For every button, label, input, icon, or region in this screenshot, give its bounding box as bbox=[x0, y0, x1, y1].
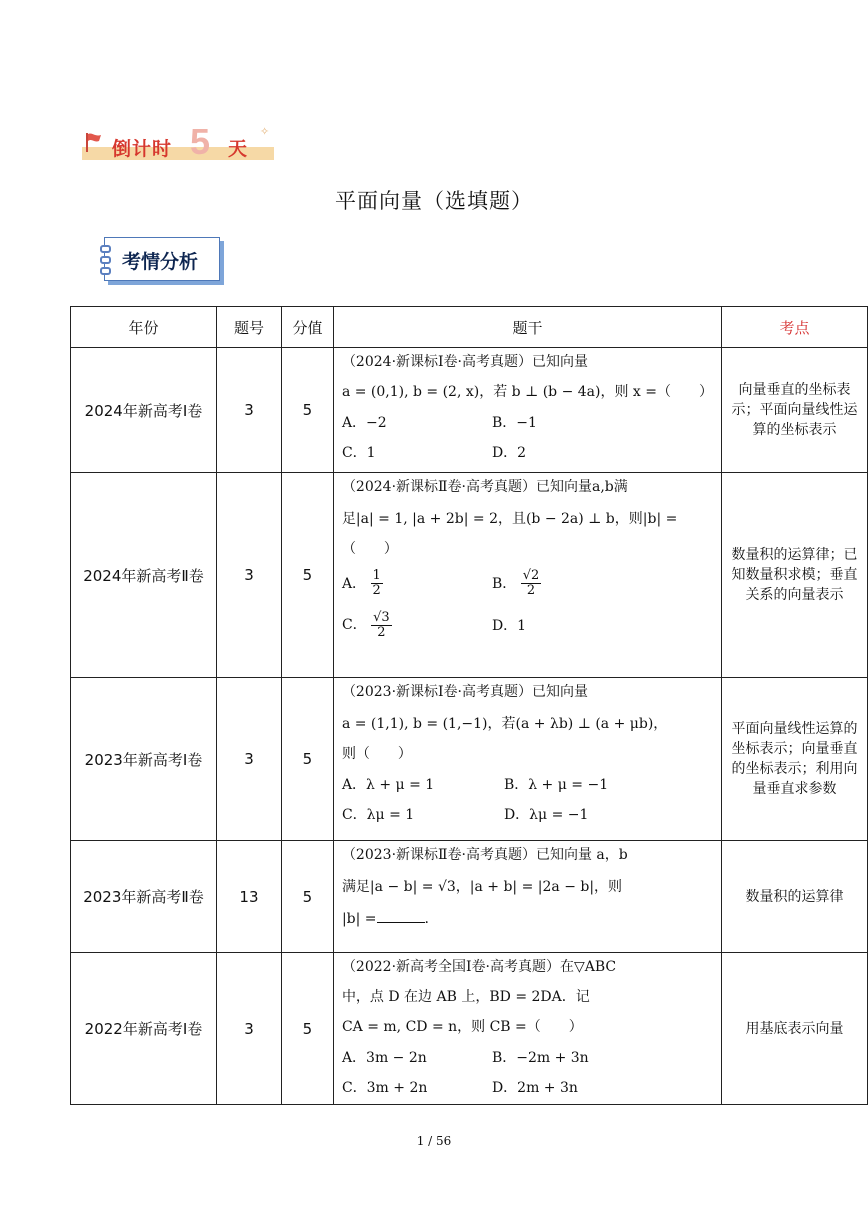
question-body: a = (1,1), b = (1,−1)，若(a + λb) ⊥ (a + μb)， bbox=[341, 716, 668, 732]
question-source: （2024·新课标Ⅰ卷·高考真题）已知向量 bbox=[341, 354, 588, 370]
question-body: 中，点 D 在边 AB 上，BD = 2DA．记 bbox=[341, 989, 590, 1005]
header-number: 题号 bbox=[216, 307, 281, 348]
question-source: （2023·新课标Ⅱ卷·高考真题）已知向量 a，b bbox=[341, 847, 628, 863]
question-body: 足|a| = 1, |a + 2b| = 2，且(b − 2a) ⊥ b，则|b| = bbox=[341, 511, 678, 527]
table-header-row bbox=[71, 307, 868, 348]
header-question: 题干 bbox=[333, 307, 721, 348]
option-c: C． bbox=[341, 617, 367, 634]
question-cell: （2023·新课标Ⅱ卷·高考真题）已知向量 a，b 满足|a − b| = √3，|a + b| = |2a − b|，则 |b| = . bbox=[333, 841, 721, 953]
fraction-sqrt2-over-2: $\frac{√2}{2}$ bbox=[522, 568, 540, 599]
points-cell: 平面向量线性运算的坐标表示；向量垂直的坐标表示；利用向量垂直求参数 bbox=[722, 678, 868, 841]
section-label: 考情分析 bbox=[122, 251, 199, 273]
header-score: 分值 bbox=[281, 307, 333, 348]
option-c: C．λμ = 1 bbox=[341, 807, 415, 823]
question-body: 满足|a − b| = √3，|a + b| = |2a − b|，则 bbox=[341, 879, 623, 895]
question-source: （2023·新课标Ⅰ卷·高考真题）已知向量 bbox=[341, 684, 588, 700]
points-cell: 向量垂直的坐标表示；平面向量线性运算的坐标表示 bbox=[722, 348, 868, 473]
number-cell: 3 bbox=[216, 473, 281, 678]
table-row bbox=[71, 678, 868, 841]
option-d: D．2m + 3n bbox=[491, 1080, 578, 1096]
binder-ring-icon bbox=[100, 267, 111, 275]
fraction-sqrt3-over-2: $\frac{√3}{2}$ bbox=[373, 609, 390, 640]
year-cell: 2022年新高考Ⅰ卷 bbox=[71, 953, 217, 1105]
countdown-banner bbox=[82, 123, 274, 161]
option-a: A． bbox=[341, 575, 367, 592]
option-b: B．λ + μ = −1 bbox=[503, 777, 609, 793]
score-cell: 5 bbox=[281, 841, 333, 953]
flag-icon bbox=[84, 131, 104, 153]
points-cell: 数量积的运算律 bbox=[722, 841, 868, 953]
countdown-number: 5 bbox=[190, 121, 211, 162]
year-cell: 2024年新高考Ⅰ卷 bbox=[71, 348, 217, 473]
year-cell: 2023年新高考Ⅰ卷 bbox=[71, 678, 217, 841]
question-tail: |b| = bbox=[341, 911, 377, 927]
question-cell bbox=[333, 348, 721, 473]
binder-ring-icon bbox=[100, 245, 111, 253]
points-cell: 用基底表示向量 bbox=[722, 953, 868, 1105]
year-cell: 2024年新高考Ⅱ卷 bbox=[71, 473, 217, 678]
question-cell bbox=[333, 953, 721, 1105]
option-b: B．−1 bbox=[491, 415, 537, 431]
page-title: 平面向量（选填题） bbox=[335, 189, 533, 213]
year-cell: 2023年新高考Ⅱ卷 bbox=[71, 841, 217, 953]
number-cell: 3 bbox=[216, 678, 281, 841]
page-number: 1 / 56 bbox=[416, 1134, 452, 1148]
option-a: A．−2 bbox=[341, 415, 387, 431]
option-c: C．1 bbox=[341, 445, 376, 461]
option-a: A．λ + μ = 1 bbox=[341, 777, 435, 793]
sparkle-icon: ✧ bbox=[260, 125, 270, 138]
option-b: B． bbox=[491, 575, 517, 592]
question-tail: CA = m, CD = n，则 CB =（ ） bbox=[341, 1019, 583, 1035]
header-points: 考点 bbox=[722, 307, 868, 348]
points-cell: 数量积的运算律；已知数量积求模；垂直关系的向量表示 bbox=[722, 473, 868, 678]
question-tail: （ ） bbox=[341, 541, 398, 557]
score-cell: 5 bbox=[281, 678, 333, 841]
binder-ring-icon bbox=[100, 256, 111, 264]
option-d: D．2 bbox=[491, 445, 527, 461]
number-cell: 3 bbox=[216, 348, 281, 473]
option-a: A．3m − 2n bbox=[341, 1050, 427, 1066]
question-cell bbox=[333, 473, 721, 678]
score-cell: 5 bbox=[281, 348, 333, 473]
table-row bbox=[71, 473, 868, 678]
score-cell: 5 bbox=[281, 953, 333, 1105]
question-body: a = (0,1), b = (2, x)，若 b ⊥ (b − 4a)，则 x =（ ） bbox=[341, 384, 713, 400]
answer-blank bbox=[377, 922, 425, 923]
countdown-prefix: 倒计时 bbox=[112, 138, 173, 160]
exam-analysis-table bbox=[70, 306, 868, 1105]
table-row bbox=[71, 953, 868, 1105]
option-c: C．3m + 2n bbox=[341, 1080, 428, 1096]
fraction-one-half: $\frac{1}{2}$ bbox=[372, 568, 381, 599]
question-source: （2022·新高考全国Ⅰ卷·高考真题）在▽ABC bbox=[341, 959, 617, 975]
number-cell: 13 bbox=[216, 841, 281, 953]
table-row bbox=[71, 348, 868, 473]
option-d: D．λμ = −1 bbox=[503, 807, 589, 823]
question-cell bbox=[333, 678, 721, 841]
header-year: 年份 bbox=[71, 307, 217, 348]
countdown-suffix: 天 bbox=[228, 138, 248, 160]
option-d: D．1 bbox=[491, 618, 527, 635]
section-tag bbox=[104, 237, 222, 283]
question-tail: 则（ ） bbox=[341, 746, 412, 762]
score-cell: 5 bbox=[281, 473, 333, 678]
number-cell: 3 bbox=[216, 953, 281, 1105]
table-row bbox=[71, 841, 868, 953]
question-source: （2024·新课标Ⅱ卷·高考真题）已知向量a,b满 bbox=[341, 479, 628, 495]
option-b: B．−2m + 3n bbox=[491, 1050, 589, 1066]
